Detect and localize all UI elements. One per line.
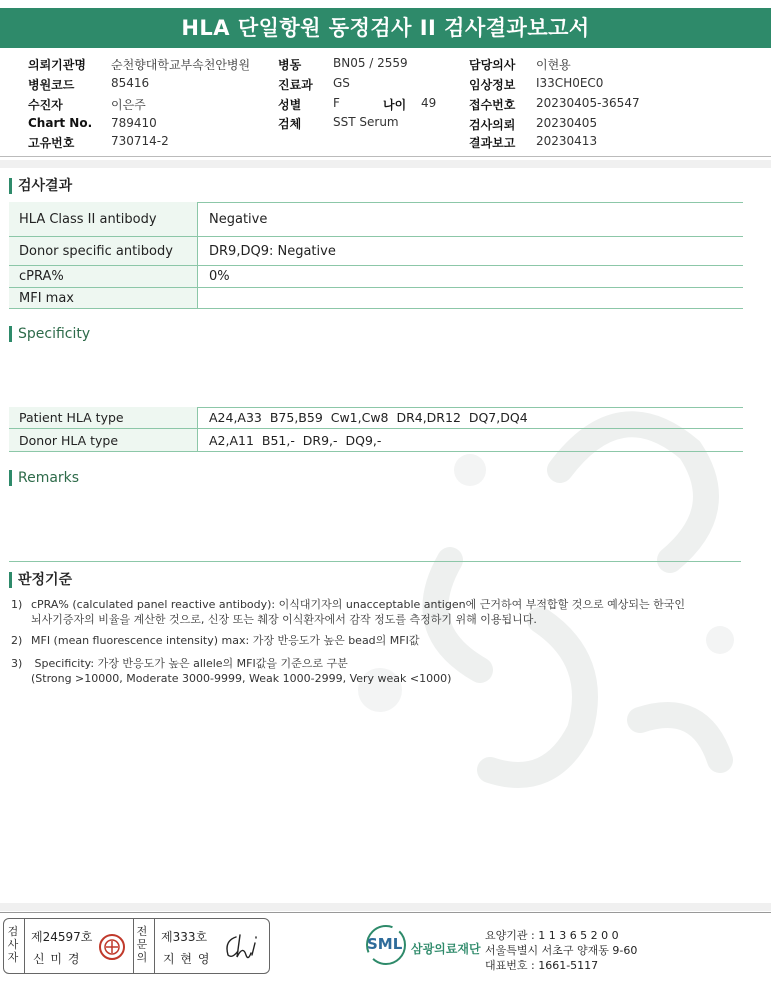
report-title: HLA 단일항원 동정검사 II 검사결과보고서 — [0, 8, 771, 48]
specialist-name: 지 현 영 — [163, 952, 211, 966]
receipt-no-label: 접수번호 — [469, 98, 516, 112]
remarks-section-title: Remarks — [9, 470, 79, 486]
specialist-vertical-label — [136, 925, 150, 964]
sex-label: 성별 — [278, 98, 302, 112]
logo-text: SML — [367, 935, 403, 953]
criteria-line: 뇌사기증자의 비율을 계산한 것으로, 신장 또는 췌장 이식환자에서 감작 정도를 측정하기 위해 이용됩니다. — [31, 613, 537, 626]
criteria-item — [11, 597, 685, 627]
table-row — [9, 429, 743, 452]
org-address: 서울특별시 서초구 양재동 9-60 — [485, 944, 638, 957]
specimen-value: SST Serum — [333, 115, 399, 129]
receipt-no-value: 20230405-36547 — [536, 96, 640, 110]
examiner-vertical-label — [7, 925, 21, 964]
seal-stamp-icon — [97, 932, 127, 962]
report-date-label: 결과보고 — [469, 136, 516, 150]
doctor-value: 이현용 — [536, 58, 571, 72]
specimen-label: 검체 — [278, 117, 302, 131]
criteria-line: MFI (mean fluorescence intensity) max: 가장 반응도가 높은 bead의 MFI값 — [31, 634, 420, 647]
request-date-label: 검사의뢰 — [469, 118, 516, 132]
department-value: GS — [333, 76, 350, 90]
request-date-value: 20230405 — [536, 116, 598, 130]
table-row — [9, 202, 743, 237]
clinical-info-value: I33CH0EC0 — [536, 76, 604, 90]
row-label: HLA Class II antibody — [9, 202, 198, 236]
patient-value: 이은주 — [111, 98, 146, 112]
divider — [133, 919, 134, 973]
row-value: A2,A11 B51,- DR9,- DQ9,- — [209, 432, 382, 448]
criteria-item — [11, 633, 419, 648]
unique-id-label: 고유번호 — [28, 136, 75, 150]
criteria-item — [11, 656, 451, 686]
table-row — [9, 266, 743, 288]
examiner-license-no: 제24597호 — [31, 930, 93, 944]
row-value: A24,A33 B75,B59 Cw1,Cw8 DR4,DR12 DQ7,DQ4 — [209, 410, 528, 425]
criteria-section-title: 판정기준 — [9, 572, 72, 588]
footer-band — [0, 903, 771, 911]
criteria-line: cPRA% (calculated panel reactive antibody): 이식대기자의 unacceptable antigen에 근거하여 부적합할 것으로 예상되는 한국인 — [31, 598, 685, 611]
criteria-num: 2) — [11, 634, 23, 647]
criteria-num: 3) — [11, 657, 23, 670]
org-name: 삼광의료재단 — [411, 942, 481, 956]
header-band — [0, 160, 771, 168]
specialist-license-no: 제333호 — [161, 930, 208, 944]
examiner-name: 신 미 경 — [33, 952, 81, 966]
age-label: 나이 — [383, 98, 407, 112]
report-date-value: 20230413 — [536, 134, 598, 148]
sex-value: F — [333, 96, 340, 110]
row-label: Donor specific antibody — [9, 237, 198, 265]
signature-box — [3, 918, 270, 974]
hospital-code-label: 병원코드 — [28, 78, 75, 92]
specificity-section-title: Specificity — [9, 326, 90, 342]
ward-value: BN05 / 2559 — [333, 56, 408, 70]
table-row — [9, 288, 743, 309]
table-row — [9, 407, 743, 429]
divider — [154, 919, 155, 973]
header-divider — [0, 156, 771, 157]
row-label: cPRA% — [9, 266, 198, 287]
row-value: DR9,DQ9: Negative — [209, 243, 336, 259]
chart-no-value: 789410 — [111, 116, 157, 130]
table-row — [9, 237, 743, 266]
divider — [24, 919, 25, 973]
ward-label: 병동 — [278, 58, 302, 72]
results-section-title: 검사결과 — [9, 178, 72, 194]
specialist-label: 전문의 — [136, 925, 148, 964]
hospital-code-value: 85416 — [111, 76, 150, 90]
signature-icon — [222, 931, 264, 963]
chart-no-label: Chart No. — [28, 116, 93, 130]
row-value: 0% — [209, 269, 230, 284]
row-label: Donor HLA type — [9, 429, 198, 451]
row-label: MFI max — [9, 288, 198, 308]
institution-code: 요양기관 : 1 1 3 6 5 2 0 0 — [485, 929, 619, 942]
hospital-label: 의뢰기관명 — [28, 58, 86, 72]
criteria-divider — [9, 561, 741, 562]
doctor-label: 담당의사 — [469, 58, 516, 72]
clinical-info-label: 임상정보 — [469, 78, 516, 92]
patient-label: 수진자 — [28, 98, 63, 112]
department-label: 진료과 — [278, 78, 313, 92]
hospital-value: 순천향대학교부속천안병원 — [111, 58, 251, 72]
criteria-line: Specificity: 가장 반응도가 높은 allele의 MFI값을 기준으로 구분 — [31, 657, 348, 670]
org-info — [485, 928, 637, 973]
age-value: 49 — [421, 96, 437, 110]
unique-id-value: 730714-2 — [111, 134, 169, 148]
org-phone: 대표번호 : 1661-5117 — [485, 959, 599, 972]
row-value: Negative — [209, 211, 268, 227]
row-label: Patient HLA type — [9, 407, 198, 428]
examiner-label: 검사자 — [7, 925, 19, 964]
footer-divider — [0, 912, 771, 913]
criteria-line: (Strong >10000, Moderate 3000-9999, Weak 1000-2999, Very weak <1000) — [31, 672, 452, 685]
criteria-num: 1) — [11, 598, 23, 611]
